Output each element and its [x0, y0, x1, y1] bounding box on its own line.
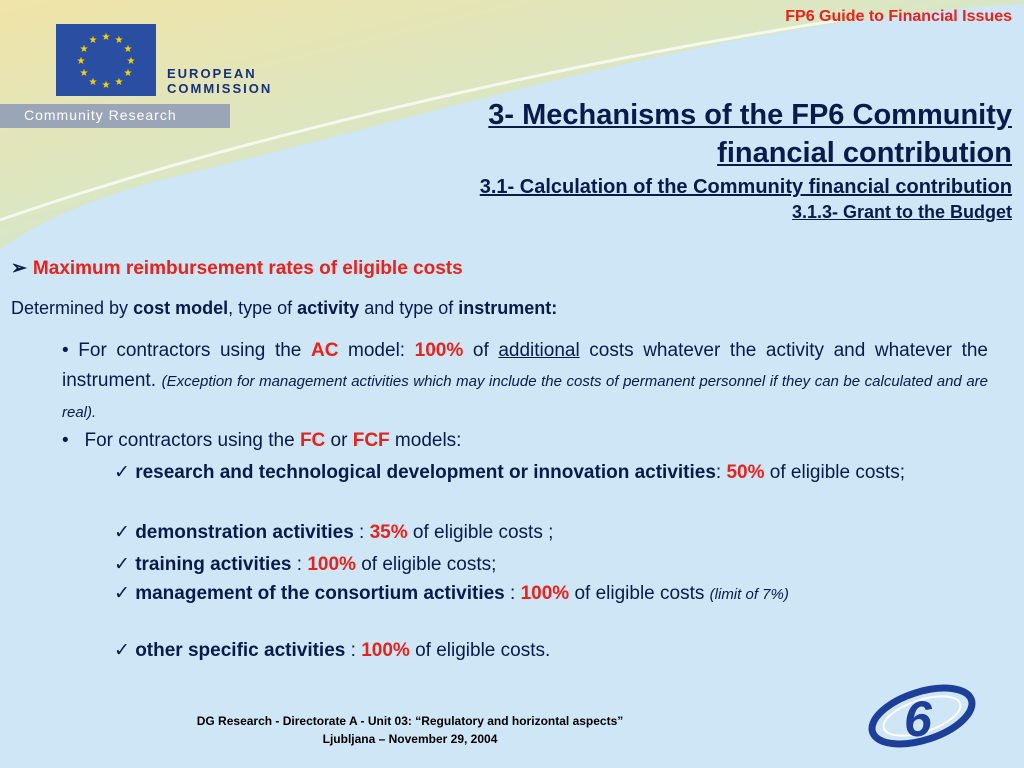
check-note: (limit of 7%) — [709, 586, 789, 603]
check-item-2 — [114, 518, 553, 547]
ac-text-3: of — [463, 340, 499, 361]
ac-model-label: AC — [310, 340, 339, 361]
fc-text-2: or — [325, 430, 353, 451]
svg-text:★: ★ — [79, 44, 89, 55]
check-sep: : — [715, 462, 727, 483]
arrow-bullet-icon: ➢ — [11, 258, 27, 279]
footer-line1: DG Research - Directorate A - Unit 03: “Regulatory and horizontal aspects” — [196, 714, 624, 728]
bullet-dot-icon: • — [62, 340, 69, 361]
ac-text-2: model: — [338, 340, 415, 361]
check-item-3 — [114, 550, 496, 579]
check-item-5 — [114, 636, 550, 665]
slide-titles — [292, 96, 1012, 224]
svg-text:★: ★ — [123, 68, 133, 79]
check-item-1 — [114, 458, 990, 487]
svg-text:★: ★ — [76, 56, 86, 67]
footer — [140, 712, 680, 748]
ec-logo-text — [167, 66, 272, 96]
check-tail: of eligible costs; — [764, 462, 905, 483]
checkmark-icon: ✓ — [114, 583, 130, 604]
svg-text:6: 6 — [904, 691, 932, 747]
check-sep: : — [291, 554, 308, 575]
header-tag: FP6 Guide to Financial Issues — [785, 8, 1012, 25]
intro-mid1: , type of — [228, 298, 298, 318]
check-item-4 — [114, 581, 994, 608]
eu-flag-icon — [56, 24, 156, 96]
check-tail: of eligible costs. — [409, 640, 551, 661]
intro-pre: Determined by — [11, 298, 134, 318]
check-label: research and technological development or innovation activities — [135, 462, 716, 483]
ac-additional: additional — [498, 340, 580, 361]
title-line2: financial contribution — [717, 137, 1012, 169]
fc-bullet — [62, 428, 461, 454]
check-tail: of eligible costs — [569, 583, 710, 604]
intro-cost-model: cost model — [133, 298, 229, 318]
svg-text:★: ★ — [123, 44, 133, 55]
intro-activity: activity — [297, 298, 360, 318]
check-sep: : — [345, 640, 362, 661]
fc-text-3: models: — [389, 430, 462, 451]
svg-text:★: ★ — [101, 32, 111, 43]
fc-label: FC — [299, 430, 326, 451]
fcf-label: FCF — [352, 430, 390, 451]
ac-percentage: 100% — [414, 340, 464, 361]
svg-text:★: ★ — [88, 35, 98, 46]
checkmark-icon: ✓ — [114, 554, 130, 575]
checkmark-icon: ✓ — [114, 640, 130, 661]
title-line1: 3- Mechanisms of the FP6 Community — [488, 99, 1012, 131]
ec-logo-line1: EUROPEAN — [167, 66, 257, 81]
bullet-dot-icon: • — [62, 430, 69, 451]
checkmark-icon: ✓ — [114, 522, 130, 543]
check-tail: of eligible costs ; — [407, 522, 554, 543]
check-label: demonstration activities — [135, 522, 354, 543]
ac-note: (Exception for management activities which may include the costs of permanent personnel if they can be calculated and are real). — [62, 373, 988, 421]
check-tail: of eligible costs; — [355, 554, 497, 575]
check-sep: : — [353, 522, 370, 543]
intro-mid2: and type of — [359, 298, 459, 318]
checkmark-icon: ✓ — [114, 462, 130, 483]
community-research-banner — [0, 104, 230, 128]
intro-paragraph — [11, 295, 557, 321]
svg-text:★: ★ — [79, 68, 89, 79]
check-percentage: 100% — [520, 583, 570, 604]
check-label: management of the consortium activities — [135, 583, 505, 604]
check-label: other specific activities — [135, 640, 346, 661]
svg-text:★: ★ — [101, 80, 111, 91]
intro-instrument: instrument: — [458, 298, 558, 318]
fc-text-1: For contractors using the — [84, 430, 300, 451]
check-percentage: 35% — [369, 522, 408, 543]
section-heading-text: Maximum reimbursement rates of eligible costs — [32, 258, 463, 279]
ac-bullet — [62, 336, 988, 428]
ec-logo-line2: COMMISSION — [167, 81, 273, 96]
fp6-logo-icon — [864, 684, 984, 748]
ac-text-4: costs whatever the activity and whatever the instrument. — [62, 340, 988, 391]
subtitle-2: 3.1.3- Grant to the Budget — [791, 202, 1012, 222]
check-sep: : — [504, 583, 521, 604]
ac-text-1: For contractors using the — [78, 340, 311, 361]
svg-text:★: ★ — [114, 77, 124, 88]
check-percentage: 50% — [726, 462, 765, 483]
svg-text:★: ★ — [114, 35, 124, 46]
svg-text:★: ★ — [126, 56, 136, 67]
svg-text:★: ★ — [88, 77, 98, 88]
check-percentage: 100% — [307, 554, 356, 575]
section-heading — [11, 257, 463, 280]
subtitle-1: 3.1- Calculation of the Community financial contribution — [479, 176, 1012, 198]
check-label: training activities — [135, 554, 292, 575]
footer-line2: Ljubljana – November 29, 2004 — [322, 732, 498, 746]
community-research-label: Community Research — [24, 107, 177, 123]
check-percentage: 100% — [361, 640, 410, 661]
